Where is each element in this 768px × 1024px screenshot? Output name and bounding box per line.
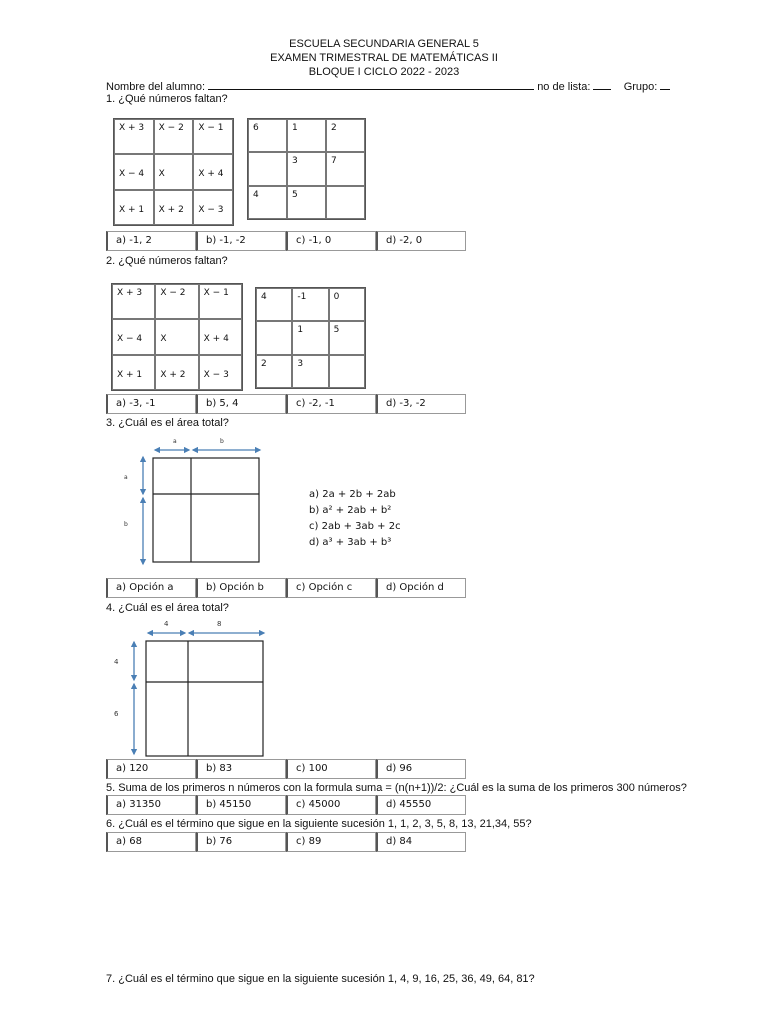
cell: X + 1: [112, 355, 155, 390]
cell[interactable]: [256, 321, 292, 354]
cell: 1: [292, 321, 328, 354]
question-5: 5. Suma de los primeros n números con la formula suma = (n(n+1))/2: ¿Cuál es la suma de los primeros 300 números?: [106, 782, 687, 794]
group-label: Grupo:: [623, 81, 658, 93]
option-a[interactable]: a) Opción a: [106, 578, 196, 598]
question-1: 1. ¿Qué números faltan?: [106, 93, 228, 105]
cell: X − 3: [193, 190, 233, 225]
option-d[interactable]: d) 96: [376, 759, 466, 779]
list-label: no de lista:: [537, 81, 591, 93]
option-d[interactable]: d) 45550: [376, 795, 466, 815]
q2-number-grid: [255, 287, 366, 389]
label-side-top: 4: [114, 658, 119, 666]
cell: 5: [329, 321, 365, 354]
option-a[interactable]: a) -3, -1: [106, 394, 196, 414]
name-label: Nombre del alumno:: [106, 81, 206, 93]
cell: 7: [326, 152, 365, 185]
outer-square: [146, 641, 263, 756]
option-d[interactable]: d) -2, 0: [376, 231, 466, 251]
option-b[interactable]: b) 83: [196, 759, 286, 779]
option-d[interactable]: d) -3, -2: [376, 394, 466, 414]
cell: X + 2: [154, 190, 194, 225]
cell[interactable]: [248, 152, 287, 185]
cell: X − 4: [112, 319, 155, 354]
option-b[interactable]: b) 45150: [196, 795, 286, 815]
option-a[interactable]: a) 120: [106, 759, 196, 779]
option-b[interactable]: b) Opción b: [196, 578, 286, 598]
option-b[interactable]: b) 5, 4: [196, 394, 286, 414]
answer-c: c) 2ab + 3ab + 2c: [309, 521, 401, 532]
cell: X + 4: [199, 319, 242, 354]
school-name: ESCUELA SECUNDARIA GENERAL 5: [289, 38, 479, 50]
cell: X − 4: [114, 154, 154, 189]
question-4: 4. ¿Cuál es el área total?: [106, 602, 229, 614]
cell: 6: [248, 119, 287, 152]
option-a[interactable]: a) 31350: [106, 795, 196, 815]
cell: 3: [287, 152, 326, 185]
cell[interactable]: [326, 186, 365, 219]
answer-d: d) a³ + 3ab + b³: [309, 537, 392, 548]
label-b-top: b: [220, 438, 224, 445]
cell: X: [155, 319, 198, 354]
cell: 5: [287, 186, 326, 219]
exam-title: EXAMEN TRIMESTRAL DE MATEMÁTICAS II: [270, 52, 498, 64]
label-top-left: 4: [164, 620, 169, 628]
option-c[interactable]: c) 45000: [286, 795, 376, 815]
label-a-top: a: [173, 438, 177, 445]
student-info-line: [106, 80, 670, 93]
cell: X − 1: [193, 119, 233, 154]
question-3: 3. ¿Cuál es el área total?: [106, 417, 229, 429]
cell: X − 3: [199, 355, 242, 390]
option-a[interactable]: a) -1, 2: [106, 231, 196, 251]
label-b-side: b: [124, 521, 128, 528]
option-c[interactable]: c) Opción c: [286, 578, 376, 598]
cell: X + 3: [112, 284, 155, 319]
q4-options: [106, 759, 466, 779]
q6-options: [106, 832, 466, 852]
option-d[interactable]: d) Opción d: [376, 578, 466, 598]
list-field[interactable]: [593, 80, 611, 90]
option-b[interactable]: b) 76: [196, 832, 286, 852]
cell: X + 4: [193, 154, 233, 189]
cell: 3: [292, 355, 328, 388]
question-6: 6. ¿Cuál es el término que sigue en la siguiente sucesión 1, 1, 2, 3, 5, 8, 13, 21,34, 55?: [106, 818, 532, 830]
cell: 2: [256, 355, 292, 388]
answer-b: b) a² + 2ab + b²: [309, 505, 392, 516]
cell: X: [154, 154, 194, 189]
cell: 1: [287, 119, 326, 152]
q3-answer-list: [309, 487, 401, 551]
q1-options: [106, 231, 466, 251]
cell: 4: [248, 186, 287, 219]
name-field[interactable]: [208, 80, 534, 90]
option-c[interactable]: c) -2, -1: [286, 394, 376, 414]
cell: X + 3: [114, 119, 154, 154]
cell: X − 2: [154, 119, 194, 154]
q3-area-diagram: [115, 432, 275, 572]
cell: X − 2: [155, 284, 198, 319]
q4-area-diagram: [108, 616, 278, 760]
block-cycle: BLOQUE I CICLO 2022 - 2023: [308, 66, 460, 78]
label-top-right: 8: [217, 620, 222, 628]
q1-number-grid: [247, 118, 366, 220]
label-a-side: a: [124, 474, 128, 481]
option-c[interactable]: c) 89: [286, 832, 376, 852]
option-b[interactable]: b) -1, -2: [196, 231, 286, 251]
q2-pattern-grid: [111, 283, 243, 391]
option-a[interactable]: a) 68: [106, 832, 196, 852]
cell: X + 1: [114, 190, 154, 225]
question-7: 7. ¿Cuál es el término que sigue en la siguiente sucesión 1, 4, 9, 16, 25, 36, 49, 64, 81?: [106, 973, 535, 985]
option-c[interactable]: c) -1, 0: [286, 231, 376, 251]
q1-pattern-grid: [113, 118, 234, 226]
answer-a: a) 2a + 2b + 2ab: [309, 489, 396, 500]
q2-options: [106, 394, 466, 414]
cell: 0: [329, 288, 365, 321]
label-side-bottom: 6: [114, 710, 119, 718]
cell: X − 1: [199, 284, 242, 319]
q3-options: [106, 578, 466, 598]
cell: 2: [326, 119, 365, 152]
group-field[interactable]: [660, 80, 670, 90]
option-c[interactable]: c) 100: [286, 759, 376, 779]
cell: -1: [292, 288, 328, 321]
outer-square: [153, 458, 259, 562]
cell: X + 2: [155, 355, 198, 390]
q5-options: [106, 795, 466, 815]
question-2: 2. ¿Qué números faltan?: [106, 255, 228, 267]
cell[interactable]: [329, 355, 365, 388]
option-d[interactable]: d) 84: [376, 832, 466, 852]
cell: 4: [256, 288, 292, 321]
